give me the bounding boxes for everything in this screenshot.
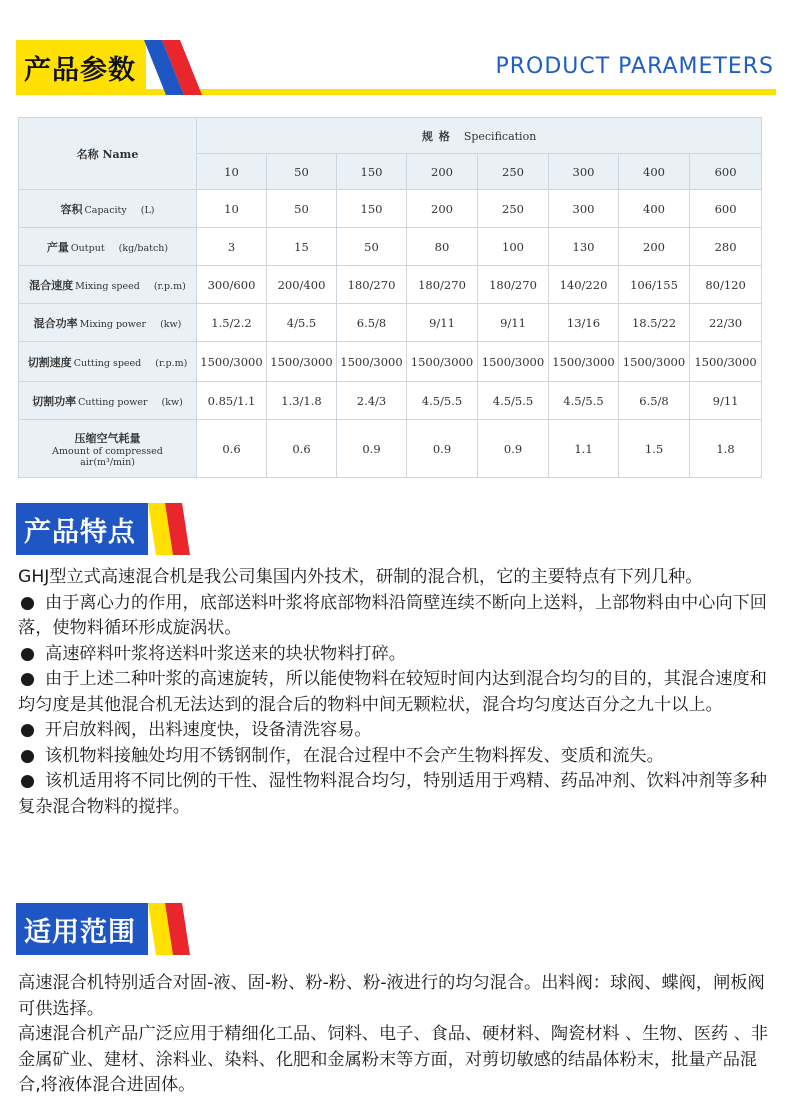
bullet-icon: ● — [20, 669, 35, 689]
size-cell: 300 — [549, 154, 619, 190]
section-title-scope: 适用范围 — [16, 903, 148, 955]
table-row — [19, 266, 762, 304]
row-label — [19, 304, 197, 342]
row-label-en: Mixing power — [79, 318, 147, 330]
table-cell: 4.5/5.5 — [549, 382, 619, 420]
table-cell: 200 — [407, 190, 478, 228]
feature-item — [18, 591, 770, 642]
feature-text: 该机适用将不同比例的干性、湿性物料混合均匀，特别适用于鸡精、药品冲剂、饮料冲剂等多种复杂混合物料的搅拌。 — [18, 771, 767, 817]
name-header: 名称 Name — [19, 118, 197, 190]
table-cell: 600 — [690, 190, 762, 228]
features-intro: GHJ型立式高速混合机是我公司集国内外技术，研制的混合机，它的主要特点有下列几种。 — [18, 567, 703, 587]
bullet-icon: ● — [20, 771, 35, 791]
table-row — [19, 190, 762, 228]
table-cell: 10 — [197, 190, 267, 228]
table-row — [19, 382, 762, 420]
bullet-icon: ● — [20, 720, 35, 740]
table-cell: 0.9 — [478, 420, 549, 478]
table-cell: 80 — [407, 228, 478, 266]
row-label — [19, 342, 197, 382]
banner-stripes-decoration — [136, 40, 206, 95]
table-cell: 15 — [267, 228, 337, 266]
table-cell: 4/5.5 — [267, 304, 337, 342]
table-row — [19, 228, 762, 266]
table-row — [19, 342, 762, 382]
table-cell: 1.8 — [690, 420, 762, 478]
table-cell: 4.5/5.5 — [478, 382, 549, 420]
table-cell: 9/11 — [478, 304, 549, 342]
row-label-unit: (r.p.m) — [155, 357, 188, 369]
row-label-zh: 压缩空气耗量 — [74, 431, 141, 445]
banner-stripes-decoration — [140, 903, 191, 955]
table-cell: 180/270 — [478, 266, 549, 304]
table-cell: 1500/3000 — [267, 342, 337, 382]
table-cell: 1500/3000 — [337, 342, 407, 382]
table-cell: 100 — [478, 228, 549, 266]
size-cell: 150 — [337, 154, 407, 190]
feature-item — [18, 769, 770, 820]
row-label-en: Mixing speed — [75, 280, 140, 292]
row-label-zh: 切割速度 — [27, 355, 72, 369]
features-text — [18, 565, 770, 820]
table-cell: 200/400 — [267, 266, 337, 304]
table-cell: 1.5/2.2 — [197, 304, 267, 342]
row-label — [19, 420, 197, 478]
row-label-unit: (kw) — [160, 318, 182, 330]
feature-item — [18, 642, 770, 668]
row-label-en: Cutting speed — [73, 357, 142, 369]
table-cell: 50 — [337, 228, 407, 266]
feature-text: 开启放料阀，出料速度快，设备清洗容易。 — [45, 720, 372, 740]
table-cell: 9/11 — [690, 382, 762, 420]
table-cell: 6.5/8 — [337, 304, 407, 342]
table-cell: 50 — [267, 190, 337, 228]
table-cell: 1500/3000 — [690, 342, 762, 382]
row-label-zh: 切割功率 — [32, 394, 77, 408]
row-label-en: Amount of compressed — [52, 445, 163, 457]
row-label — [19, 266, 197, 304]
table-cell: 300 — [549, 190, 619, 228]
table-cell: 22/30 — [690, 304, 762, 342]
row-label-unit: (r.p.m) — [153, 280, 186, 292]
table-cell: 2.4/3 — [337, 382, 407, 420]
size-cell: 10 — [197, 154, 267, 190]
row-label-zh: 容积 — [60, 202, 83, 216]
feature-text: 高速碎料叶浆将送料叶浆送来的块状物料打碎。 — [45, 643, 406, 664]
row-label-en: Cutting power — [78, 396, 148, 408]
row-label-unit: (L) — [140, 204, 155, 216]
bullet-icon: ● — [20, 643, 35, 664]
table-cell: 200 — [619, 228, 690, 266]
feature-text: 由于上述二种叶浆的高速旋转，所以能使物料在较短时间内达到混合均匀的目的，其混合速度和均匀度是其他混合机无法达到的混合后的物料中间无颗粒状，混合均匀度达百分之九十以上。 — [18, 669, 767, 715]
section-title-features: 产品特点 — [16, 503, 148, 555]
table-cell: 150 — [337, 190, 407, 228]
table-cell: 0.9 — [337, 420, 407, 478]
table-cell: 18.5/22 — [619, 304, 690, 342]
row-label-en: air(m³/min) — [80, 456, 135, 468]
table-cell: 1500/3000 — [478, 342, 549, 382]
size-cell: 250 — [478, 154, 549, 190]
feature-item — [18, 744, 770, 770]
table-cell: 1.1 — [549, 420, 619, 478]
section-banner-features — [16, 503, 191, 555]
spec-header: 规格 Specification — [197, 118, 762, 154]
size-cell: 50 — [267, 154, 337, 190]
table-cell: 0.9 — [407, 420, 478, 478]
size-cell: 400 — [619, 154, 690, 190]
table-cell: 1.3/1.8 — [267, 382, 337, 420]
feature-text: 该机物料接触处均用不锈钢制作，在混合过程中不会产生物料挥发、变质和流失。 — [45, 745, 664, 766]
spec-table — [18, 117, 762, 478]
row-label — [19, 228, 197, 266]
row-label-zh: 混合速度 — [29, 278, 74, 292]
table-cell: 13/16 — [549, 304, 619, 342]
section-title-params: 产品参数 — [16, 40, 146, 95]
section-title-params-en: PRODUCT PARAMETERS — [495, 54, 774, 79]
bullet-icon: ● — [20, 745, 35, 766]
table-cell: 4.5/5.5 — [407, 382, 478, 420]
section-banner-scope — [16, 903, 191, 955]
table-cell: 180/270 — [337, 266, 407, 304]
scope-paragraph: 高速混合机特别适合对固-液、固-粉、粉-粉、粉-液进行的均匀混合。出料阀：球阀、蝶阀，闸板阀可供选择。 — [18, 973, 765, 1019]
size-cell: 200 — [407, 154, 478, 190]
row-label — [19, 382, 197, 420]
row-label-en: Output — [70, 242, 105, 254]
row-label — [19, 190, 197, 228]
table-cell: 180/270 — [407, 266, 478, 304]
table-row — [19, 304, 762, 342]
row-label-zh: 混合功率 — [33, 316, 78, 330]
table-cell: 9/11 — [407, 304, 478, 342]
table-cell: 80/120 — [690, 266, 762, 304]
feature-text: 由于离心力的作用，底部送料叶浆将底部物料沿筒壁连续不断向上送料，上部物料由中心向下回落，使物料循环形成旋涡状。 — [18, 592, 767, 638]
table-cell: 130 — [549, 228, 619, 266]
table-cell: 300/600 — [197, 266, 267, 304]
table-cell: 280 — [690, 228, 762, 266]
table-cell: 106/155 — [619, 266, 690, 304]
row-label-zh: 产量 — [46, 240, 69, 254]
row-label-unit: (kw) — [161, 396, 183, 408]
feature-item — [18, 718, 770, 744]
table-cell: 0.85/1.1 — [197, 382, 267, 420]
table-cell: 0.6 — [197, 420, 267, 478]
features-list — [18, 591, 770, 821]
table-cell: 1.5 — [619, 420, 690, 478]
feature-item — [18, 667, 770, 718]
scope-text — [18, 971, 770, 1099]
table-cell: 0.6 — [267, 420, 337, 478]
table-cell: 1500/3000 — [619, 342, 690, 382]
table-cell: 6.5/8 — [619, 382, 690, 420]
row-label-unit: (kg/batch) — [118, 242, 169, 254]
row-label-en: Capacity — [84, 204, 127, 216]
table-cell: 140/220 — [549, 266, 619, 304]
size-cell: 600 — [690, 154, 762, 190]
table-cell: 1500/3000 — [197, 342, 267, 382]
section-banner-params — [16, 40, 776, 95]
scope-paragraph: 高速混合机产品广泛应用于精细化工品、饲料、电子、食品、硬材料、陶瓷材料 、生物、医药 、非金属矿业、建材、涂料业、染料、化肥和金属粉末等方面，对剪切敏感的结晶体粉末，批量产品混合,将液体混合进固体。 — [18, 1024, 768, 1095]
banner-stripes-decoration — [140, 503, 191, 555]
table-row — [19, 420, 762, 478]
table-cell: 1500/3000 — [549, 342, 619, 382]
table-cell: 1500/3000 — [407, 342, 478, 382]
table-cell: 250 — [478, 190, 549, 228]
table-cell: 400 — [619, 190, 690, 228]
table-cell: 3 — [197, 228, 267, 266]
bullet-icon: ● — [20, 592, 35, 613]
